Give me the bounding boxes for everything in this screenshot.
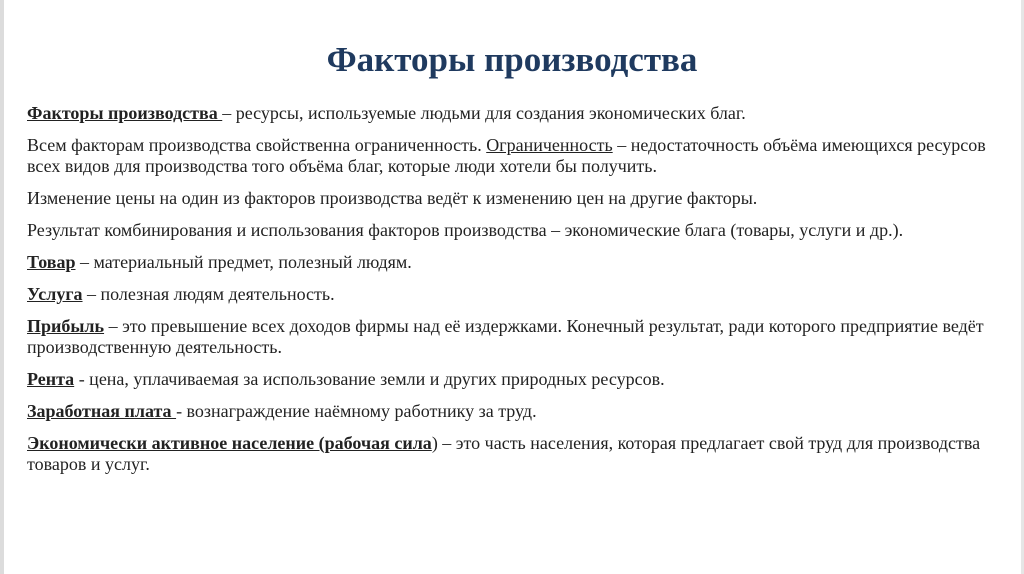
paragraph-text: – ресурсы, используемые людьми для создания экономических благ. — [222, 103, 746, 123]
paragraph-text: – это превышение всех доходов фирмы над её издержками. Конечный результат, ради которого предприятие ведёт производственную деятельность. — [27, 316, 984, 357]
paragraph-text: – материальный предмет, полезный людям. — [75, 252, 412, 272]
slide-left-edge — [0, 0, 4, 574]
paragraph-text: - цена, уплачиваемая за использование земли и других природных ресурсов. — [74, 369, 665, 389]
paragraph-economic-goods — [27, 220, 1002, 241]
term-scarcity: Ограниченность — [486, 135, 613, 155]
slide-content — [27, 103, 1002, 486]
paragraph-rent — [27, 369, 1002, 390]
term-wage: Заработная плата — [27, 401, 177, 421]
slide-title: Факторы производства — [326, 40, 698, 79]
paragraph-text: Результат комбинирования и использования факторов производства – экономические блага (товары, услуги и др.). — [27, 220, 904, 240]
paragraph-text: – полезная людям деятельность. — [82, 284, 335, 304]
term-service: Услуга — [27, 284, 83, 304]
term-labor-force: Экономически активное население (рабочая сила — [27, 433, 432, 453]
paragraph-scarcity — [27, 135, 1002, 177]
term-profit: Прибыль — [27, 316, 105, 336]
paragraph-factors-definition — [27, 103, 1002, 124]
term-rent: Рента — [27, 369, 75, 389]
paragraph-service — [27, 284, 1002, 305]
term-goods: Товар — [27, 252, 76, 272]
paragraph-price-change — [27, 188, 1002, 209]
paragraph-text: – недостаточность объёма имеющихся ресурсов всех видов для производства того объёма благ, которые люди хотели бы получить. — [27, 135, 986, 176]
paragraph-text: Изменение цены на один из факторов производства ведёт к изменению цен на другие факторы. — [27, 188, 758, 208]
paragraph-goods — [27, 252, 1002, 273]
paragraph-text: ) – это часть населения, которая предлагает свой труд для производства товаров и услуг. — [27, 433, 981, 474]
paragraph-text: Всем факторам производства свойственна ограниченность. — [27, 135, 487, 155]
paragraph-text: - вознаграждение наёмному работнику за труд. — [176, 401, 537, 421]
paragraph-profit — [27, 316, 1002, 358]
term-factors-of-production: Факторы производства — [27, 103, 223, 123]
paragraph-wage — [27, 401, 1002, 422]
paragraph-labor-force — [27, 433, 1002, 475]
